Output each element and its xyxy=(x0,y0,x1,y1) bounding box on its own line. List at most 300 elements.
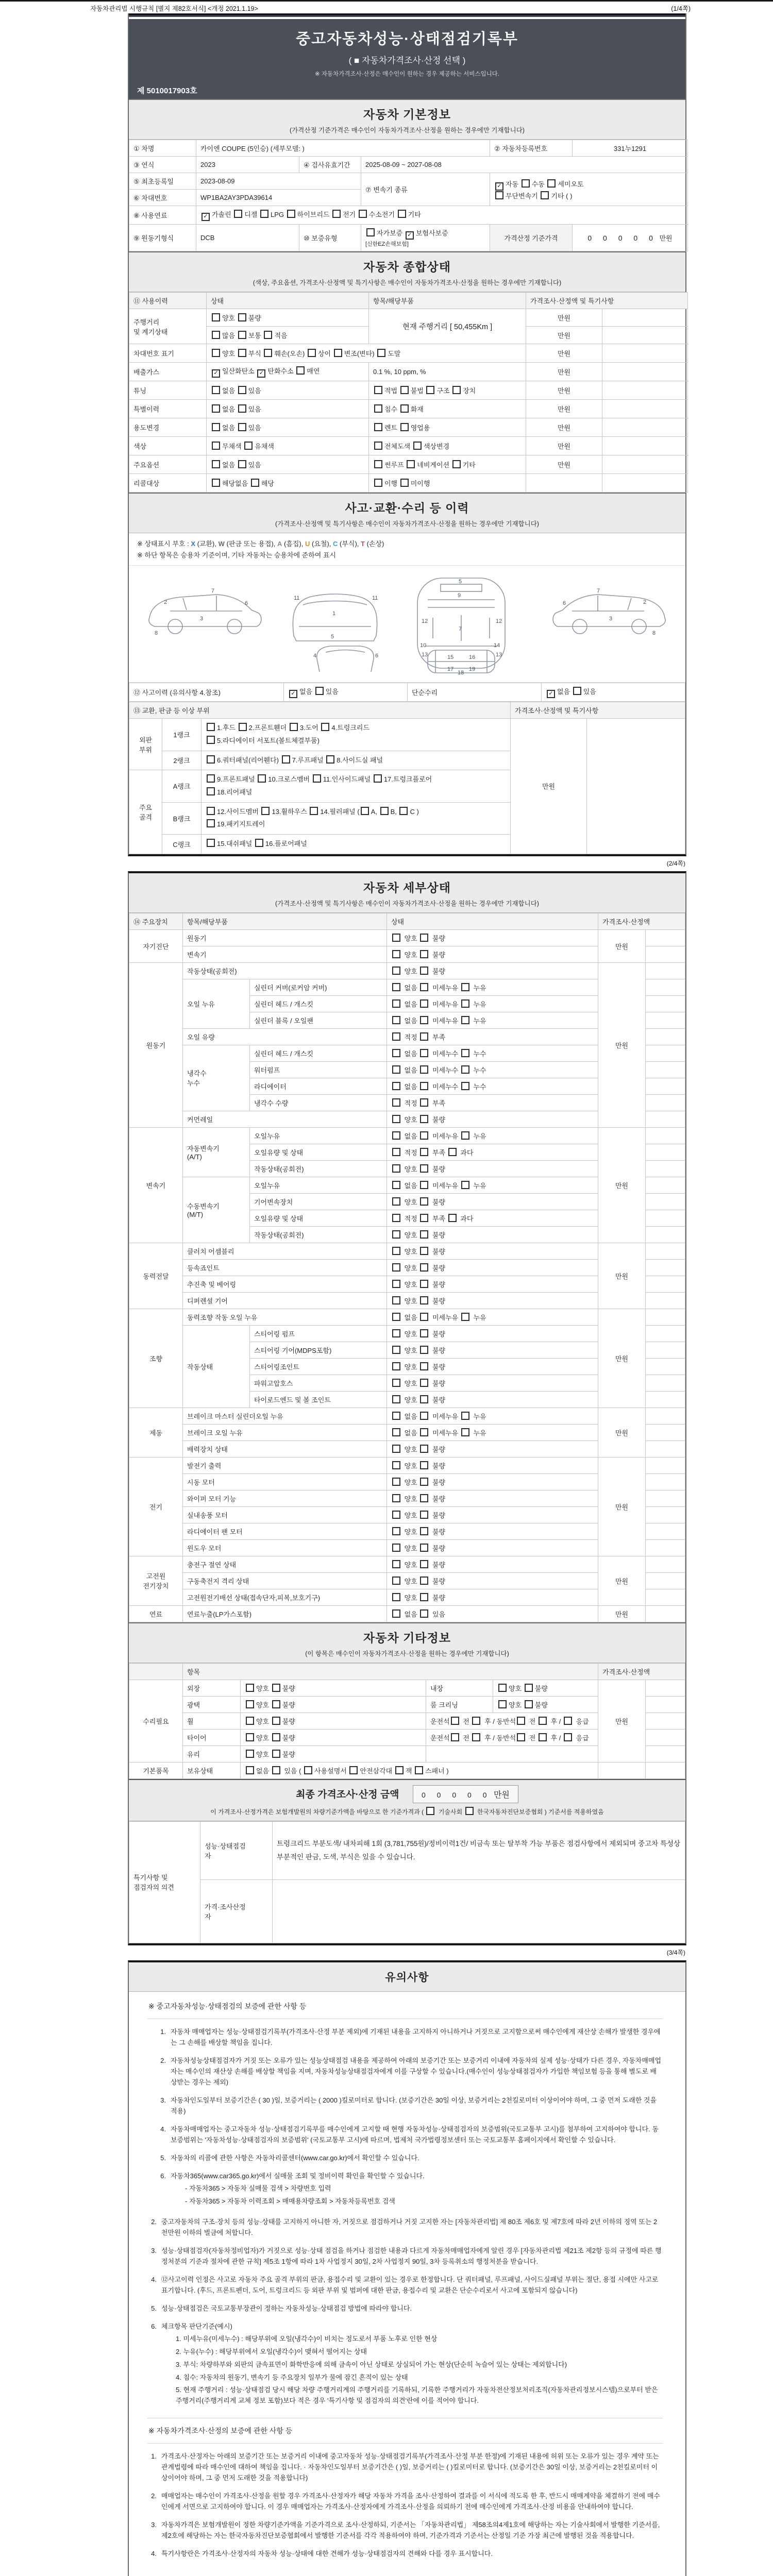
checkbox[interactable] xyxy=(258,774,266,783)
item-cell: 타이로드엔드 및 볼 조인트 xyxy=(250,1391,387,1408)
checkbox[interactable] xyxy=(282,755,290,764)
checkbox[interactable] xyxy=(272,1750,280,1758)
state-cell: 양호 불량 xyxy=(387,1259,598,1276)
checkbox[interactable] xyxy=(246,1750,254,1758)
checkbox[interactable] xyxy=(212,442,220,450)
checkbox[interactable] xyxy=(451,1717,459,1725)
device-cell: 동력전달 xyxy=(129,1243,183,1309)
item-cell: 시동 모터 xyxy=(183,1473,387,1490)
checkbox-checked[interactable]: ✓ xyxy=(201,213,210,221)
rank-items: 9.프론트패널 10.크로스멤버 11.인사이드패널 17.트렁크플로어 18.리어패널 xyxy=(201,770,511,802)
checkbox[interactable] xyxy=(392,1214,400,1222)
checkbox[interactable] xyxy=(392,1329,400,1337)
checkbox[interactable] xyxy=(392,1280,400,1288)
checkbox[interactable] xyxy=(212,404,220,413)
vin-value: WP1BA2AY3PDA39614 xyxy=(196,190,361,206)
checkbox[interactable] xyxy=(272,1700,280,1708)
checkbox[interactable] xyxy=(334,349,342,357)
checkbox[interactable] xyxy=(392,1016,400,1024)
checkbox[interactable] xyxy=(420,1115,428,1123)
checkbox[interactable] xyxy=(261,807,270,815)
checkbox[interactable] xyxy=(461,1428,469,1436)
checkbox[interactable] xyxy=(420,1164,428,1173)
notice-item-number: 1. xyxy=(160,2027,166,2036)
checkbox[interactable] xyxy=(413,442,422,450)
checkbox[interactable] xyxy=(461,1065,469,1074)
checkbox[interactable] xyxy=(207,736,215,744)
checkbox[interactable] xyxy=(392,1164,400,1173)
checkbox[interactable] xyxy=(392,1511,400,1519)
checkbox[interactable] xyxy=(420,1577,428,1585)
checkbox[interactable] xyxy=(420,1280,428,1288)
checkbox[interactable] xyxy=(525,1684,533,1692)
notice-item xyxy=(147,2321,663,2409)
checkbox[interactable] xyxy=(246,1684,254,1692)
checkbox[interactable] xyxy=(359,210,367,218)
checkbox[interactable] xyxy=(461,1016,469,1024)
col-state: 상태 xyxy=(207,293,369,309)
state-cell: 없음 있음 xyxy=(387,1605,598,1622)
checkbox[interactable] xyxy=(495,191,503,199)
checkbox[interactable] xyxy=(377,349,385,357)
checkbox[interactable] xyxy=(272,1733,280,1741)
checkbox[interactable] xyxy=(207,755,215,764)
checkbox[interactable] xyxy=(573,687,581,695)
col-price: 가격조사·산정액 및 특기사항 xyxy=(526,293,688,309)
price-cell: 만원 xyxy=(526,400,602,418)
state-cell: 없음 미세누유 누유 xyxy=(387,1309,598,1325)
checkbox[interactable] xyxy=(498,1684,507,1692)
checkbox[interactable] xyxy=(392,999,400,1008)
checkbox[interactable] xyxy=(207,774,215,783)
checkbox[interactable] xyxy=(420,1065,428,1074)
checkbox[interactable] xyxy=(420,1032,428,1041)
extra-cell xyxy=(646,1556,685,1572)
warranty-label: ⑩ 보증유형 xyxy=(299,225,361,251)
misc-subtitle: (이 항목은 매수인이 자동차가격조사·산정을 원하는 경우에만 기재합니다) xyxy=(305,1650,509,1657)
notice-item xyxy=(147,2519,663,2541)
notice-item-text: 자동차가격은 보험개발원이 정한 차량기준가액을 기준가격으로 조사·산정하되, 기준서는 「자동차관리법」 제58조의4제1호에 해당하는 자는 기술사회에서 발행한 기준서를, 제2호에 해당하는 자는 한국자동차진단보증협회에서 발행한 기준서를 각각 적용하여야 하며, 기준가격과 기준서는 산정일 기준 가장 최근에 발행된 것을 적용합니다. xyxy=(161,2521,660,2540)
extra-cell xyxy=(646,1226,685,1243)
checkbox[interactable] xyxy=(539,1717,547,1725)
svg-text:5: 5 xyxy=(331,634,334,640)
checkbox[interactable] xyxy=(392,1461,400,1469)
masthead xyxy=(129,13,685,99)
checkbox[interactable] xyxy=(392,1593,400,1601)
checkbox[interactable] xyxy=(400,479,409,487)
checkbox[interactable] xyxy=(238,460,246,468)
checkbox[interactable] xyxy=(451,1733,459,1741)
extra-cell xyxy=(646,979,685,995)
checkbox[interactable] xyxy=(392,1148,400,1156)
checkbox[interactable] xyxy=(420,1412,428,1420)
checkbox[interactable] xyxy=(207,819,215,827)
checkbox[interactable] xyxy=(400,423,409,431)
checkbox[interactable] xyxy=(392,1115,400,1123)
checkbox[interactable] xyxy=(207,839,215,847)
checkbox[interactable] xyxy=(407,460,415,468)
item-cell: 실내송풍 모터 xyxy=(183,1506,387,1523)
checkbox[interactable] xyxy=(420,1478,428,1486)
checkbox[interactable] xyxy=(246,1700,254,1708)
checkbox[interactable] xyxy=(207,723,215,731)
checkbox[interactable] xyxy=(517,1717,525,1725)
checkbox[interactable] xyxy=(374,774,382,783)
state-cell: 없음 미세누유 누유 xyxy=(387,1012,598,1028)
checkbox[interactable] xyxy=(238,313,246,321)
checkbox[interactable] xyxy=(392,1527,400,1535)
svg-text:2: 2 xyxy=(164,599,167,606)
checkbox[interactable] xyxy=(420,1609,428,1618)
checkbox[interactable] xyxy=(392,1544,400,1552)
item-cell: 전체도색 색상변경 xyxy=(369,437,526,455)
svg-text:10: 10 xyxy=(420,642,427,649)
notice-band xyxy=(129,1962,685,1992)
checkbox[interactable] xyxy=(392,1082,400,1090)
state-cell: 양호 불량 xyxy=(387,1375,598,1391)
checkbox[interactable] xyxy=(392,1412,400,1420)
checkbox[interactable] xyxy=(420,983,428,991)
checkbox[interactable] xyxy=(452,386,461,394)
checkbox[interactable] xyxy=(272,1766,280,1774)
state-cell: 양호 불량 xyxy=(387,1457,598,1473)
state-cell: 무채색 유채색 xyxy=(207,437,369,455)
inspector-opinion-text: 트렁크리드 부분도색/ 내차피해 1회 (3,781,755원)/정비이력1건/ 비금속 또는 탈부착 가능 부품은 점검사항에서 제외되며 중고차 특성상 부분적인 판금, 도색, 부식은 있을 수 있습니다. xyxy=(273,1821,685,1879)
checkbox[interactable] xyxy=(461,1131,469,1140)
checkbox[interactable] xyxy=(547,179,556,188)
checkbox[interactable] xyxy=(238,331,246,339)
checkbox[interactable] xyxy=(517,1733,525,1741)
checkbox[interactable] xyxy=(461,1049,469,1057)
notice-item-text: 특기사항란은 가격조사·산정자의 자동차 성능·상태에 대한 견해가 성능·상태점검자의 견해와 다를 경우 표시합니다. xyxy=(161,2550,493,2558)
checkbox[interactable] xyxy=(374,442,382,450)
checkbox[interactable] xyxy=(472,1733,480,1741)
checkbox[interactable] xyxy=(392,1346,400,1354)
checkbox[interactable] xyxy=(420,1329,428,1337)
extra-cell xyxy=(646,1144,685,1160)
checkbox[interactable] xyxy=(399,807,408,815)
checkbox[interactable] xyxy=(304,1766,312,1774)
checkbox[interactable] xyxy=(315,687,324,695)
checkbox[interactable] xyxy=(212,313,220,321)
reg-no-label: ② 자동차등록번호 xyxy=(490,140,573,157)
state-cell: 적정 부족 xyxy=(387,1094,598,1111)
checkbox[interactable] xyxy=(420,1098,428,1107)
checkbox[interactable] xyxy=(498,1700,507,1708)
checkbox[interactable] xyxy=(212,349,220,357)
checkbox[interactable] xyxy=(392,934,400,942)
item-cell: 작동상태(공회전) xyxy=(183,962,387,979)
checkbox[interactable] xyxy=(472,1717,480,1725)
notice-sub-item: 1. 미세누유(미세누수) : 해당부위에 오일(냉각수)이 비치는 정도로서 부품 노후로 인한 현상 xyxy=(176,2335,438,2343)
checkbox[interactable] xyxy=(238,423,246,431)
row-label: 주요옵션 xyxy=(129,455,207,474)
base-price-unit: 만원 xyxy=(659,234,673,242)
checkbox[interactable] xyxy=(238,349,246,357)
checkbox[interactable] xyxy=(212,331,220,339)
page-number-1: (1/4쪽) xyxy=(671,5,691,12)
checkbox[interactable] xyxy=(426,1807,434,1815)
checkbox[interactable] xyxy=(361,807,369,815)
checkbox[interactable] xyxy=(272,1684,280,1692)
checkbox[interactable] xyxy=(426,386,434,394)
symbol-C: C xyxy=(333,540,338,548)
checkbox-checked[interactable]: ✓ xyxy=(257,369,265,378)
checkbox[interactable] xyxy=(420,967,428,975)
checkbox[interactable] xyxy=(246,1766,254,1774)
checkbox[interactable] xyxy=(392,1049,400,1057)
checkbox[interactable] xyxy=(321,723,329,731)
checkbox[interactable] xyxy=(395,1766,404,1774)
checkbox[interactable] xyxy=(392,1609,400,1618)
item-cell: 썬루프 네비게이션 기타 xyxy=(369,455,526,474)
checkbox[interactable] xyxy=(392,1197,400,1206)
checkbox[interactable] xyxy=(400,386,409,394)
checkbox-checked[interactable]: ✓ xyxy=(289,690,297,698)
checkbox[interactable] xyxy=(326,755,334,764)
checkbox[interactable] xyxy=(420,1181,428,1189)
checkbox[interactable] xyxy=(420,1511,428,1519)
device-cell: 제동 xyxy=(129,1408,183,1457)
svg-text:5: 5 xyxy=(459,579,462,585)
checkbox[interactable] xyxy=(392,950,400,958)
checkbox[interactable] xyxy=(272,1717,280,1725)
checkbox[interactable] xyxy=(392,1131,400,1140)
checkbox[interactable] xyxy=(392,1032,400,1041)
symbol-T: T xyxy=(361,540,365,548)
checkbox[interactable] xyxy=(452,460,461,468)
checkbox[interactable] xyxy=(392,1395,400,1403)
checkbox[interactable] xyxy=(461,1082,469,1090)
checkbox[interactable] xyxy=(420,1197,428,1206)
checkbox[interactable] xyxy=(290,723,298,731)
item-cell: 윈도우 모터 xyxy=(183,1539,387,1556)
checkbox[interactable] xyxy=(244,442,253,450)
checkbox[interactable] xyxy=(238,386,246,394)
comprehensive-table xyxy=(129,292,688,493)
checkbox[interactable] xyxy=(420,1214,428,1222)
price-cell: 만원 xyxy=(598,1243,646,1309)
checkbox[interactable] xyxy=(392,1065,400,1074)
checkbox[interactable] xyxy=(465,1807,474,1815)
checkbox[interactable] xyxy=(392,1577,400,1585)
svg-text:18: 18 xyxy=(458,670,464,675)
checkbox[interactable] xyxy=(310,807,318,815)
checkbox[interactable] xyxy=(420,1263,428,1272)
checkbox-checked[interactable]: ✓ xyxy=(547,690,555,698)
price-cell xyxy=(598,1762,646,1778)
detail-subtitle: (가격조사·산정액 및 특기사항은 매수인이 자동차가격조사·산정을 원하는 경우에만 기재합니다) xyxy=(275,900,539,907)
checkbox[interactable] xyxy=(461,1313,469,1321)
checkbox[interactable] xyxy=(392,1296,400,1304)
checkbox-checked[interactable]: ✓ xyxy=(406,231,414,240)
rank-items: 1.후드 2.프론트휀더 3.도어 4.트렁크리드 5.라디에이터 서포트(볼트체결부품) xyxy=(201,719,511,751)
checkbox[interactable] xyxy=(392,1098,400,1107)
checkbox[interactable] xyxy=(239,723,247,731)
checkbox[interactable] xyxy=(420,1494,428,1502)
checkbox[interactable] xyxy=(400,404,409,413)
checkbox[interactable] xyxy=(420,1148,428,1156)
state-cell: 양호 불량 xyxy=(387,1276,598,1292)
checkbox[interactable] xyxy=(374,479,382,487)
checkbox[interactable] xyxy=(420,1016,428,1024)
svg-text:2: 2 xyxy=(643,599,647,606)
checkbox[interactable] xyxy=(392,1379,400,1387)
checkbox[interactable] xyxy=(238,404,246,413)
checkbox[interactable] xyxy=(392,983,400,991)
checkbox[interactable] xyxy=(380,807,389,815)
svg-text:16: 16 xyxy=(469,654,476,661)
checkbox[interactable] xyxy=(420,1247,428,1255)
checkbox[interactable] xyxy=(207,807,215,815)
checkbox[interactable] xyxy=(251,479,259,487)
form-title-option: ( ■ 자동차가격조사·산정 선택 ) xyxy=(348,56,466,65)
checkbox[interactable] xyxy=(366,228,375,236)
accident-history-table xyxy=(129,683,685,702)
checkbox[interactable] xyxy=(264,349,272,357)
item-cell: 실린더 커버(로커암 커버) xyxy=(250,979,387,995)
state-cell: 없음 미세누유 누유 xyxy=(387,995,598,1012)
checkbox[interactable] xyxy=(420,1428,428,1436)
checkbox[interactable] xyxy=(392,967,400,975)
checkbox[interactable] xyxy=(392,1230,400,1239)
checkbox[interactable] xyxy=(420,1379,428,1387)
checkbox[interactable] xyxy=(420,1395,428,1403)
checkbox[interactable] xyxy=(374,423,382,431)
checkbox[interactable] xyxy=(255,839,263,847)
checkbox[interactable] xyxy=(212,386,220,394)
checkbox[interactable] xyxy=(207,787,215,795)
item-cell: 오일누유 xyxy=(250,1177,387,1193)
base-price-label: 가격산정 기준가격 xyxy=(490,225,573,251)
checkbox[interactable] xyxy=(392,1263,400,1272)
checkbox[interactable] xyxy=(212,460,220,468)
state-cell: 양호 불량 xyxy=(387,1325,598,1342)
checkbox[interactable] xyxy=(392,1478,400,1486)
checkbox[interactable] xyxy=(420,1313,428,1321)
col-item: 항목/해당부품 xyxy=(369,293,526,309)
checkbox[interactable] xyxy=(448,1148,457,1156)
checkbox[interactable] xyxy=(420,1346,428,1354)
checkbox[interactable] xyxy=(392,1494,400,1502)
item-cell: 오일누유 xyxy=(250,1127,387,1144)
extra-cell xyxy=(646,1325,685,1342)
symbol-X: X xyxy=(191,540,195,548)
checkbox[interactable] xyxy=(461,1181,469,1189)
checkbox[interactable] xyxy=(461,999,469,1008)
checkbox[interactable] xyxy=(260,210,268,218)
checkbox[interactable] xyxy=(420,1230,428,1239)
checkbox[interactable] xyxy=(234,210,242,218)
checkbox[interactable] xyxy=(522,179,530,188)
checkbox[interactable] xyxy=(420,1461,428,1469)
checkbox[interactable] xyxy=(392,1313,400,1321)
checkbox[interactable] xyxy=(392,1362,400,1370)
checkbox[interactable] xyxy=(420,1296,428,1304)
checkbox[interactable] xyxy=(374,404,382,413)
checkbox[interactable] xyxy=(313,774,321,783)
checkbox[interactable] xyxy=(564,1717,572,1725)
state-cell: 없음 미세누유 누유 xyxy=(387,979,598,995)
checkbox[interactable] xyxy=(212,423,220,431)
checkbox[interactable] xyxy=(246,1733,254,1741)
checkbox[interactable] xyxy=(392,1560,400,1568)
checkbox[interactable] xyxy=(420,1082,428,1090)
blank-header xyxy=(129,1663,183,1680)
checkbox[interactable] xyxy=(287,210,295,218)
svg-text:17: 17 xyxy=(447,666,454,673)
checkbox[interactable] xyxy=(374,386,382,394)
checkbox[interactable] xyxy=(448,1214,457,1222)
appraiser-label: 가격·조사산정 자 xyxy=(200,1879,273,1943)
checkbox[interactable] xyxy=(264,331,272,339)
checkbox[interactable] xyxy=(420,950,428,958)
checkbox[interactable] xyxy=(392,1428,400,1436)
checkbox[interactable] xyxy=(420,1362,428,1370)
item-cell: 라디에이터 팬 모터 xyxy=(183,1523,387,1539)
item-cell: 추진축 및 베어링 xyxy=(183,1276,387,1292)
item-cell: 고전원전기배선 상태(접속단자,피복,보호기구) xyxy=(183,1589,387,1605)
checkbox[interactable] xyxy=(420,934,428,942)
checkbox[interactable] xyxy=(420,1560,428,1568)
misc-item-state: 양호 불량 xyxy=(241,1680,426,1696)
checkbox[interactable] xyxy=(539,1733,547,1741)
checkbox[interactable] xyxy=(349,1766,358,1774)
checkbox[interactable] xyxy=(420,1131,428,1140)
checkbox[interactable] xyxy=(415,1766,423,1774)
checkbox[interactable] xyxy=(246,1717,254,1725)
repair-group-cell: 수리필요 xyxy=(129,1680,183,1762)
checkbox[interactable] xyxy=(296,366,305,375)
checkbox[interactable] xyxy=(461,1412,469,1420)
misc-item-label: 외장 xyxy=(183,1680,241,1696)
checkbox-checked[interactable]: ✓ xyxy=(495,182,503,191)
checkbox[interactable] xyxy=(308,349,316,357)
checkbox[interactable] xyxy=(420,1593,428,1601)
item-cell: 와이퍼 모터 기능 xyxy=(183,1490,387,1506)
checkbox[interactable] xyxy=(525,1700,533,1708)
basic-info-title: 자동차 기본정보 xyxy=(363,108,451,121)
checkbox[interactable] xyxy=(332,210,341,218)
checkbox[interactable] xyxy=(392,1445,400,1453)
checkbox[interactable] xyxy=(564,1733,572,1741)
price-cell: 만원 xyxy=(598,1457,646,1556)
svg-text:14: 14 xyxy=(494,642,500,649)
misc-table xyxy=(129,1663,685,1779)
checkbox[interactable] xyxy=(398,210,406,218)
checkbox[interactable] xyxy=(541,191,549,199)
checkbox[interactable] xyxy=(392,1247,400,1255)
comprehensive-table-wrap xyxy=(129,292,685,493)
price-cell: 만원 xyxy=(598,1309,646,1408)
checkbox[interactable] xyxy=(392,1181,400,1189)
checkbox[interactable] xyxy=(420,1049,428,1057)
checkbox[interactable] xyxy=(461,983,469,991)
checkbox[interactable] xyxy=(420,1544,428,1552)
status-symbol-legend: ※ 상태표시 부호 : X (교환), W (판금 또는 용접), A (흠집), U (요철), C (부식), T (손상) xyxy=(137,540,384,548)
checkbox[interactable] xyxy=(374,460,382,468)
checkbox[interactable] xyxy=(420,1445,428,1453)
item-cell: 이행 미이행 xyxy=(369,474,526,493)
checkbox-checked[interactable]: ✓ xyxy=(212,369,220,378)
checkbox[interactable] xyxy=(212,479,220,487)
checkbox[interactable] xyxy=(420,999,428,1008)
col-item: 항목/해당부품 xyxy=(183,913,387,929)
checkbox[interactable] xyxy=(420,1527,428,1535)
item-cell: 연료누출(LP가스포함) xyxy=(183,1605,387,1622)
state-cell: 없음 미세누유 누유 xyxy=(387,1408,598,1424)
final-price-note: 이 가격조사·산정가격은 보험개발원의 차량기준가액을 바탕으로 한 기준가격과 ( 기술사회 한국자동차진단보증협회 ) 기준서를 적용하였음 xyxy=(129,1807,685,1816)
